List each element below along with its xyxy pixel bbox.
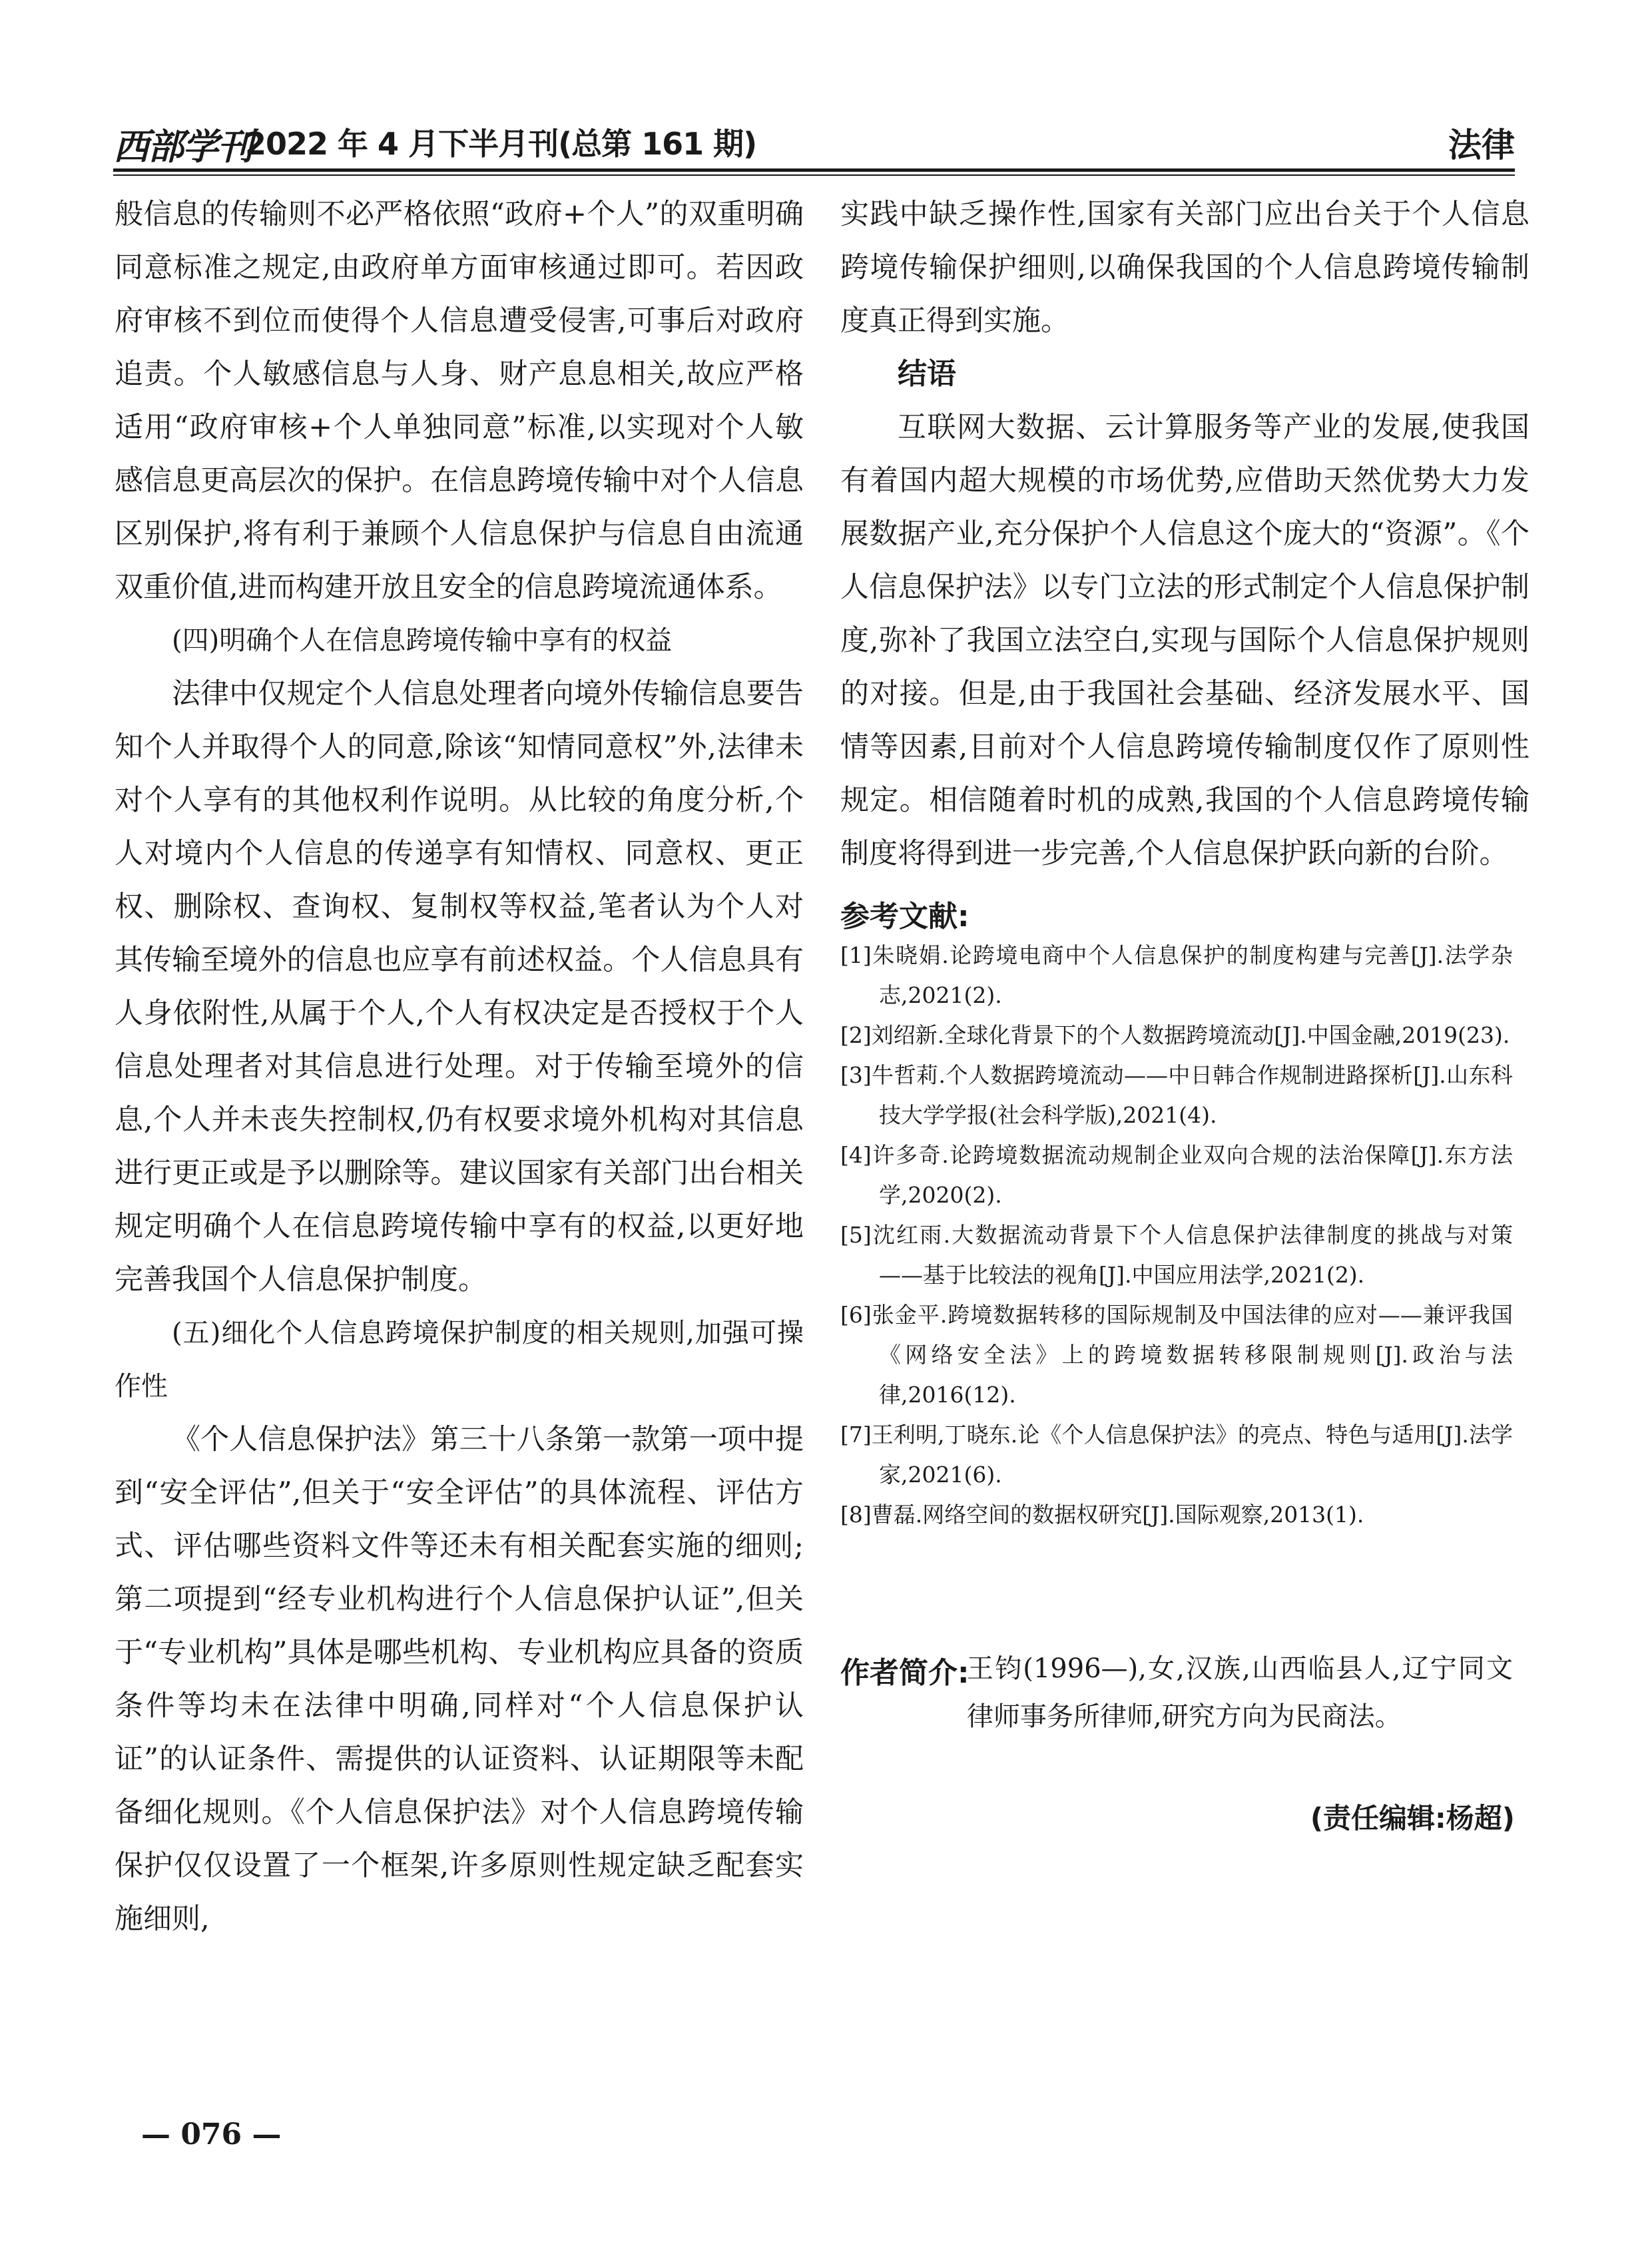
reference-item: [4]许多奇.论跨境数据流动规制企业双向合规的法治保障[J].东方法学,2020(2). — [840, 1142, 1513, 1208]
left-column — [115, 188, 804, 1946]
header-rule-thin — [113, 174, 1515, 176]
paragraph: 般信息的传输则不必严格依照“政府+个人”的双重明确同意标准之规定,由政府单方面审核通过即可。若因政府审核不到位而使得个人信息遭受侵害,可事后对政府追责。个人敏感信息与人身、财产息息相关,故应严格适用“政府审核+个人单独同意”标准,以实现对个人敏感信息更高层次的保护。在信息跨境传输中对个人信息区别保护,将有利于兼顾个人信息保护与信息自由流通双重价值,进而构建开放且安全的信息跨境流通体系。 — [115, 198, 804, 604]
conclusion-heading: 结语 — [898, 357, 956, 391]
page-header — [113, 112, 1515, 168]
paragraph: 法律中仅规定个人信息处理者向境外传输信息要告知个人并取得个人的同意,除该“知情同意权”外,法律未对个人享有的其他权利作说明。从比较的角度分析,个人对境内个人信息的传递享有知情权、同意权、更正权、删除权、查询权、复制权等权益,笔者认为个人对其传输至境外的信息也应享有前述权益。个人信息具有人身依附性,从属于个人,个人有权决定是否授权于个人信息处理者对其信息进行处理。对于传输至境外的信息,个人并未丧失控制权,仍有权要求境外机构对其信息进行更正或是予以删除等。建议国家有关部门出台相关规定明确个人在信息跨境传输中享有的权益,以更好地完善我国个人信息保护制度。 — [115, 677, 804, 1296]
reference-item: [7]王利明,丁晓东.论《个人信息保护法》的亮点、特色与适用[J].法学家,2021(6). — [840, 1422, 1513, 1488]
paragraph: 《个人信息保护法》第三十八条第一款第一项中提到“安全评估”,但关于“安全评估”的具体流程、评估方式、评估哪些资料文件等还未有相关配套实施的细则;第二项提到“经专业机构进行个人信息保护认证”,但关于“专业机构”具体是哪些机构、专业机构应具备的资质条件等均未在法律中明确,同样对“个人信息保护认证”的认证条件、需提供的认证资料、认证期限等未配备细化规则。《个人信息保护法》对个人信息跨境传输保护仅仅设置了一个框架,许多原则性规定缺乏配套实施细则, — [115, 1423, 804, 1936]
subsection-heading: (四)明确个人在信息跨境传输中享有的权益 — [172, 625, 673, 656]
responsible-editor: (责任编辑:杨超) — [1310, 1802, 1515, 1834]
author-label: 作者简介: — [840, 1656, 969, 1690]
journal-logo: 西部学刊 — [113, 125, 252, 168]
references-list — [840, 936, 1513, 1535]
subsection-heading: (五)细化个人信息跨境保护制度的相关规则,加强可操作性 — [115, 1318, 804, 1402]
reference-item: [5]沈红雨.大数据流动背景下个人信息保护法律制度的挑战与对策——基于比较法的视角[J].中国应用法学,2021(2). — [840, 1222, 1513, 1288]
paragraph: 实践中缺乏操作性,国家有关部门应出台关于个人信息跨境传输保护细则,以确保我国的个人信息跨境传输制度真正得到实施。 — [840, 198, 1529, 338]
right-column — [840, 188, 1529, 880]
paragraph: 互联网大数据、云计算服务等产业的发展,使我国有着国内超大规模的市场优势,应借助天然优势大力发展数据产业,充分保护个人信息这个庞大的“资源”。《个人信息保护法》以专门立法的形式制定个人信息保护制度,弥补了我国立法空白,实现与国际个人信息保护规则的对接。但是,由于我国社会基础、经济发展水平、国情等因素,目前对个人信息跨境传输制度仅作了原则性规定。相信随着时机的成熟,我国的个人信息跨境传输制度将得到进一步完善,个人信息保护跃向新的台阶。 — [840, 411, 1529, 870]
page-number: — 076 — — [141, 2117, 282, 2151]
header-rule-thick — [113, 168, 1515, 172]
reference-item: [3]牛哲莉.个人数据跨境流动——中日韩合作规制进路探析[J].山东科技大学学报(社会科学版),2021(4). — [840, 1062, 1513, 1128]
reference-item: [8]曹磊.网络空间的数据权研究[J].国际观察,2013(1). — [840, 1502, 1364, 1528]
reference-item: [1]朱晓娟.论跨境电商中个人信息保护的制度构建与完善[J].法学杂志,2021(2). — [840, 942, 1513, 1008]
author-text: 王钧(1996—),女,汉族,山西临县人,辽宁同文律师事务所律师,研究方向为民商法。 — [967, 1653, 1513, 1732]
reference-item: [6]张金平.跨境数据转移的国际规制及中国法律的应对——兼评我国《网络安全法》上的跨境数据转移限制规则[J].政治与法律,2016(12). — [840, 1302, 1513, 1408]
reference-item: [2]刘绍新.全球化背景下的个人数据跨境流动[J].中国金融,2019(23). — [840, 1022, 1510, 1048]
section-label: 法律 — [1448, 126, 1515, 164]
references-title: 参考文献: — [840, 900, 969, 934]
issue-info: 2022 年 4 月下半月刊(总第 161 期) — [245, 126, 757, 162]
